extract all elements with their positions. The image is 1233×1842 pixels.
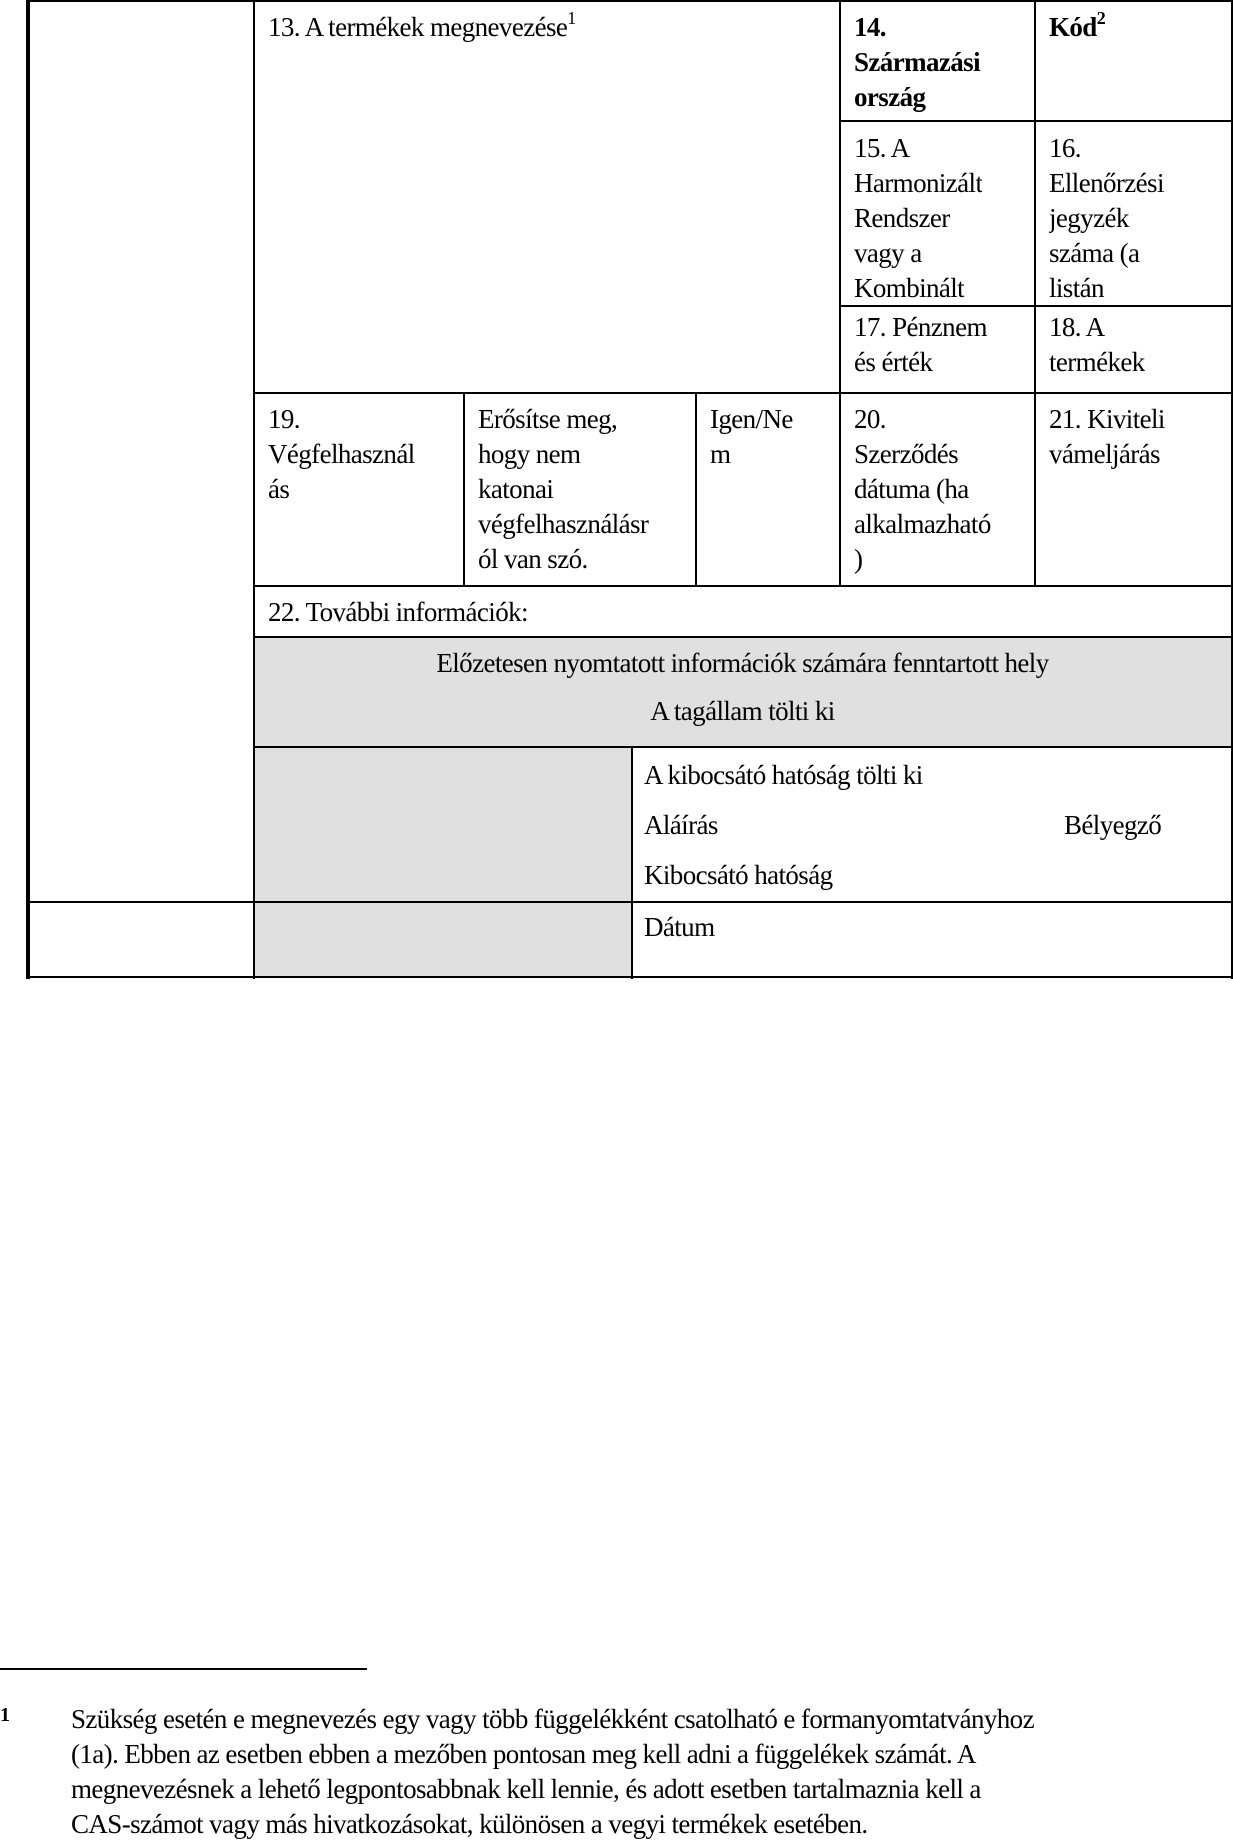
yes-no-line: Igen/Ne	[710, 404, 793, 434]
field-16-line: listán	[1049, 273, 1104, 303]
footnote-line: megnevezésnek a lehető legpontosabbnak kell lennie, és adott esetben tartalmaznia kell a	[71, 1774, 981, 1804]
footnote-line: (1a). Ebben az esetben ebben a mezőben pontosan meg kell adni a függelékek számát. A	[71, 1739, 976, 1769]
col-line-main	[253, 0, 255, 979]
field-15-line: vagy a	[854, 238, 922, 268]
col-line-14	[839, 0, 841, 587]
confirm-non-military-label	[478, 402, 648, 577]
col-line-19-confirm	[463, 392, 465, 587]
blank-gray-block-lower	[254, 902, 632, 977]
footnote-marker: 1	[0, 1704, 10, 1726]
col-line-kod	[1034, 0, 1036, 587]
confirm-line: katonai	[478, 474, 554, 504]
confirm-line: ól van szó.	[478, 544, 588, 574]
field-14-line: 14.	[854, 12, 886, 42]
footnote-ref-2: 2	[1096, 8, 1106, 28]
kod-label	[1049, 10, 1105, 45]
field-21-label	[1049, 402, 1165, 472]
row-line-19-22	[254, 585, 1233, 587]
field-19-line: Végfelhasznál	[268, 439, 415, 469]
stamp-label: Bélyegző	[1064, 810, 1162, 840]
field-15-line: Kombinált	[854, 273, 965, 303]
row-line-issuer-date	[26, 901, 1233, 903]
footnote-text	[71, 1702, 1231, 1842]
col-line-issuer	[631, 746, 633, 979]
row-line-17-19	[254, 392, 1233, 394]
field-21-line: 21. Kiviteli	[1049, 404, 1165, 434]
confirm-line: Erősítse meg,	[478, 404, 618, 434]
field-14-line: Származási	[854, 47, 980, 77]
field-15-label	[854, 131, 982, 303]
field-20-line: alkalmazható	[854, 509, 991, 539]
field-20-line: 20.	[854, 404, 886, 434]
yes-no-label	[710, 402, 793, 472]
field-17-label	[854, 310, 987, 390]
footnote-line: Szükség esetén e megnevezés egy vagy több függelékként csatolható e formanyomtatványhoz	[71, 1704, 1034, 1734]
field-17-line: és érték	[854, 347, 933, 377]
footnote-separator	[0, 1668, 367, 1670]
row-line-reserved-issuer	[254, 746, 1233, 748]
row-line-15-17	[840, 305, 1233, 307]
confirm-line: végfelhasználásr	[478, 509, 649, 539]
field-14-label	[854, 10, 980, 115]
field-16-line: Ellenőrzési	[1049, 168, 1164, 198]
field-15-line: 15. A	[854, 133, 910, 163]
field-14-line: ország	[854, 82, 926, 112]
field-13-label	[268, 10, 576, 45]
issuing-authority-label: Kibocsátó hatóság	[644, 860, 833, 890]
field-18-line: termékek	[1049, 347, 1145, 377]
left-border	[26, 0, 30, 979]
reserved-area-title: Előzetesen nyomtatott információk számára fenntartott hely	[436, 648, 1049, 678]
field-21-line: vámeljárás	[1049, 439, 1160, 469]
reserved-area-subtitle: A tagállam tölti ki	[650, 696, 835, 726]
date-label: Dátum	[644, 912, 715, 942]
field-22-label: 22. További információk:	[268, 597, 528, 627]
field-19-label	[268, 402, 415, 507]
field-15-line: Rendszer	[854, 203, 950, 233]
footnote-ref-1: 1	[567, 8, 576, 28]
field-13-text: 13. A termékek megnevezése	[268, 12, 568, 42]
blank-gray-block-upper	[254, 748, 632, 902]
field-20-label	[854, 402, 991, 577]
field-18-line: 18. A	[1049, 312, 1105, 342]
top-border	[26, 0, 1233, 2]
field-16-line: száma (a	[1049, 238, 1140, 268]
field-16-label	[1049, 131, 1164, 303]
field-18-label	[1049, 310, 1145, 390]
field-19-line: 19.	[268, 404, 300, 434]
field-15-line: Harmonizált	[854, 168, 983, 198]
yes-no-line: m	[710, 439, 731, 469]
field-19-line: ás	[268, 474, 290, 504]
field-20-line: Szerződés	[854, 439, 959, 469]
field-17-line: 17. Pénznem	[854, 312, 987, 342]
field-16-line: 16.	[1049, 133, 1081, 163]
field-20-line: dátuma (ha	[854, 474, 969, 504]
field-16-line: jegyzék	[1049, 203, 1129, 233]
bottom-border	[26, 976, 1233, 978]
field-20-line: )	[854, 544, 863, 574]
signature-label: Aláírás	[644, 810, 718, 840]
footnote-line: CAS-számot vagy más hivatkozásokat, különösen a vegyi termékek esetében.	[71, 1809, 868, 1839]
kod-text: Kód	[1049, 12, 1097, 42]
row-line-14-15	[840, 120, 1233, 122]
row-line-22-reserved	[254, 636, 1233, 638]
confirm-line: hogy nem	[478, 439, 581, 469]
col-line-confirm-yesno	[695, 392, 697, 587]
issuer-title: A kibocsátó hatóság tölti ki	[644, 760, 923, 790]
